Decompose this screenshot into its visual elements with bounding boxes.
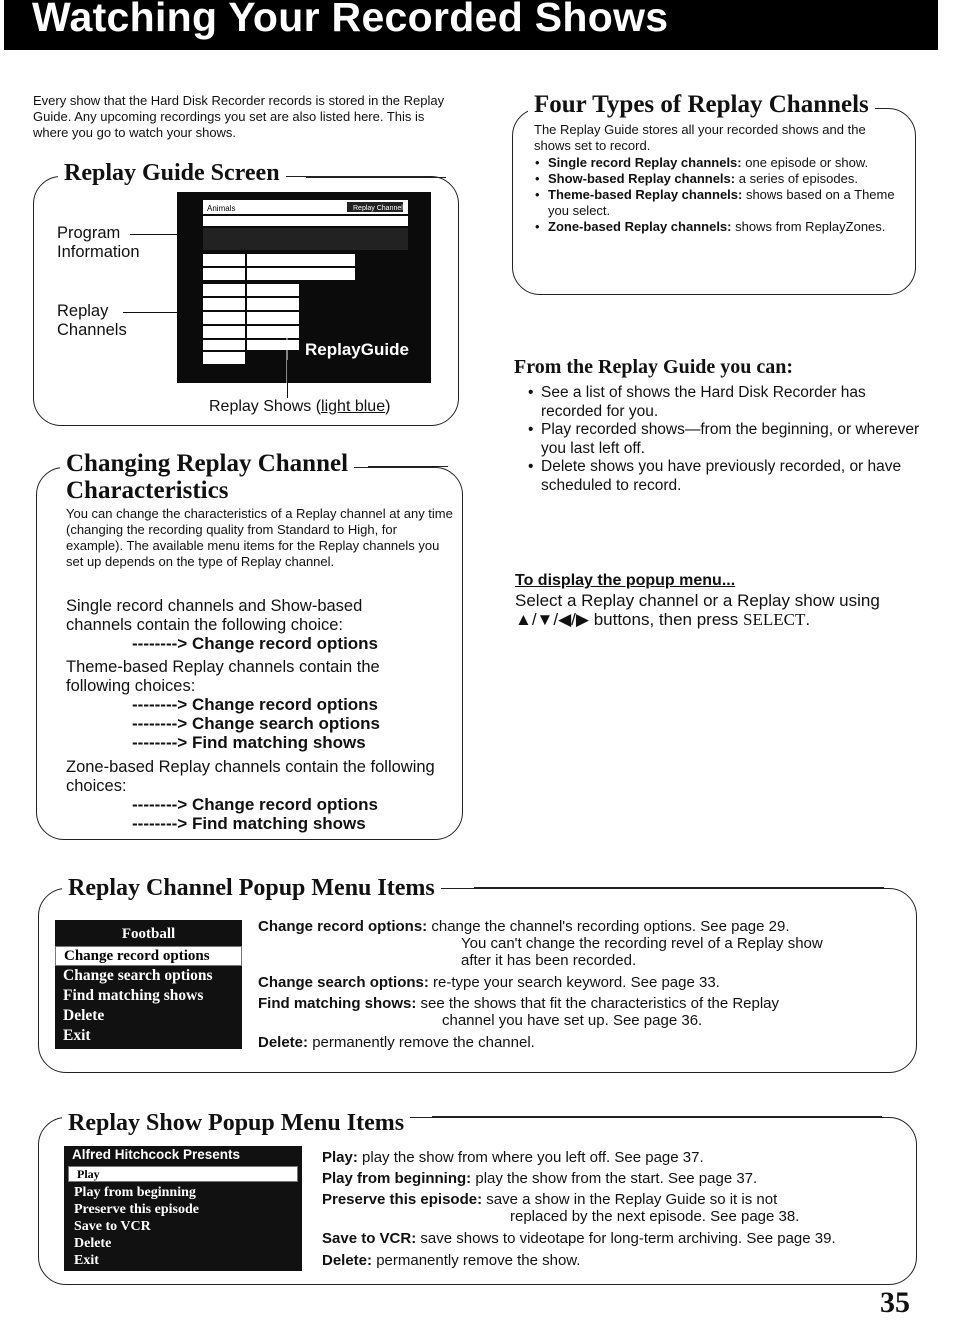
replay-shows-suffix: )	[385, 398, 391, 415]
menu-item-play[interactable]: Play	[68, 1166, 298, 1182]
zone-based-text: Zone-based Replay channels contain the following choices:	[66, 758, 435, 795]
theme-based-text: Theme-based Replay channels contain the following choices:	[66, 658, 380, 695]
channels-pointer-line	[123, 312, 178, 313]
page-title: Watching Your Recorded Shows	[32, 0, 669, 40]
term: Find matching shows:	[258, 995, 417, 1012]
popup-text-suffix: .	[805, 610, 811, 629]
desc-delete	[258, 1034, 898, 1051]
arrow-buttons-icon: ▲/▼/◀/▶	[515, 610, 589, 629]
single-option-1: --------> Change record options	[132, 634, 379, 653]
theme-option-1: --------> Change record options	[132, 695, 379, 714]
show-popup-descriptions	[322, 1149, 914, 1269]
desc-play-from-beginning	[322, 1170, 914, 1187]
line: permanently remove the channel.	[308, 1034, 535, 1051]
menu-item-preserve-episode[interactable]: Preserve this episode	[74, 1202, 199, 1217]
light-blue-text: light blue	[321, 398, 386, 415]
changing-title	[60, 450, 354, 504]
term: Play from beginning:	[322, 1170, 472, 1187]
desc: a series of episodes.	[735, 171, 858, 186]
line: save a show in the Replay Guide so it is not	[482, 1191, 778, 1208]
zone-option-1: --------> Change record options	[132, 795, 379, 814]
menu-item-delete[interactable]: Delete	[63, 1007, 105, 1024]
screen-tab-text: Replay Channel	[353, 205, 403, 212]
replay-guide-screen-graphic	[177, 192, 431, 383]
show-popup-title: Replay Show Popup Menu Items	[62, 1108, 410, 1138]
replay-guide-screenshot	[177, 192, 431, 383]
title-rule	[306, 177, 446, 178]
changing-intro: You can change the characteristics of a Replay channel at any time (changing the recording quality from Standard to High, for example). The available menu items for the Replay channels you set up depends on the type of Replay channel.	[66, 506, 453, 569]
term: Zone-based Replay channels:	[548, 219, 732, 234]
menu-title: Football	[121, 926, 176, 942]
popup-text-mid: buttons, then press	[588, 610, 744, 629]
line: channel you have set up. See page 36.	[442, 1012, 703, 1029]
menu-item-exit[interactable]: Exit	[63, 1027, 91, 1044]
line: play the show from the start. See page 37.	[471, 1170, 758, 1187]
list-item	[548, 171, 910, 187]
line: permanently remove the show.	[372, 1252, 581, 1269]
changing-title-line1: Changing Replay Channel	[66, 450, 349, 477]
title-rule	[432, 1116, 882, 1117]
menu-item-play-from-beginning[interactable]: Play from beginning	[74, 1185, 196, 1200]
intro-text: Every show that the Hard Disk Recorder records is stored in the Replay Guide. Any upcoming recordings you set are also listed here. This is where you go to watch your shows.	[33, 93, 445, 140]
channel-popup-title: Replay Channel Popup Menu Items	[62, 873, 441, 903]
term: Save to VCR:	[322, 1230, 417, 1247]
four-types-title: Four Types of Replay Channels	[528, 90, 875, 120]
shows-pointer-line	[287, 360, 288, 398]
term: Show-based Replay channels:	[548, 171, 736, 186]
menu-title: Alfred Hitchcock Presents	[72, 1147, 241, 1162]
page-number: 35	[880, 1286, 910, 1319]
term: Change record options:	[258, 918, 428, 935]
line: replaced by the next episode. See page 38.	[510, 1208, 800, 1225]
line: change the channel's recording options. See page 29.	[427, 918, 790, 935]
program-information-label: Program Information	[57, 224, 140, 261]
desc-find-matching	[258, 995, 898, 1012]
zone-option-2: --------> Find matching shows	[132, 814, 366, 833]
theme-option-3: --------> Find matching shows	[132, 733, 366, 752]
list-item: • Play recorded shows—from the beginning, or wherever you last left off.	[541, 421, 921, 458]
line: play the show from where you left off. See page 37.	[357, 1149, 704, 1166]
desc-change-search	[258, 974, 898, 991]
replay-guide-screen-title: Replay Guide Screen	[58, 158, 286, 188]
changing-title-line2: Characteristics	[66, 477, 229, 504]
channel-popup-descriptions	[258, 918, 898, 1051]
list-item: • See a list of shows the Hard Disk Recorder has recorded for you.	[541, 384, 921, 421]
screen-logo-text: ReplayGuide	[305, 340, 409, 359]
menu-item-change-search-options[interactable]: Change search options	[63, 967, 213, 984]
from-guide-title: From the Replay Guide you can:	[514, 356, 794, 378]
list-item	[548, 219, 910, 235]
term: Single record Replay channels:	[548, 155, 742, 170]
term: Play:	[322, 1149, 358, 1166]
page-header	[4, 0, 938, 50]
desc: shows from ReplayZones.	[731, 219, 886, 234]
menu-item-save-to-vcr[interactable]: Save to VCR	[74, 1219, 151, 1234]
line: see the shows that fit the characteristics of the Replay	[416, 995, 780, 1012]
line: re-type your search keyword. See page 33.	[428, 974, 720, 991]
line: after it has been recorded.	[461, 952, 637, 969]
menu-item-change-record-options[interactable]: Change record options	[55, 946, 242, 966]
show-popup-menu	[64, 1146, 302, 1271]
desc-play	[322, 1149, 914, 1166]
select-button-label: SELECT	[743, 610, 806, 629]
line: You can't change the recording revel of a Replay show	[461, 935, 823, 952]
desc: shows based on a Theme you select.	[548, 187, 895, 218]
popup-display-text	[515, 591, 905, 629]
desc-save-to-vcr	[322, 1230, 914, 1247]
replay-shows-label	[209, 397, 390, 416]
term: Theme-based Replay channels:	[548, 187, 743, 202]
term: Delete:	[322, 1252, 373, 1269]
title-rule	[368, 466, 448, 467]
list-item	[548, 155, 910, 171]
desc-delete	[322, 1252, 914, 1269]
desc: one episode or show.	[741, 155, 869, 170]
program-pointer-line	[130, 234, 178, 235]
list-item	[548, 187, 910, 219]
replay-shows-prefix: Replay Shows (	[209, 398, 322, 415]
term: Change search options:	[258, 974, 429, 991]
channel-popup-menu	[55, 920, 242, 1049]
screen-header-text: Animals	[207, 204, 236, 213]
menu-item-exit[interactable]: Exit	[74, 1253, 99, 1268]
list-item: • Delete shows you have previously recorded, or have scheduled to record.	[541, 458, 921, 495]
four-types-list	[534, 155, 910, 235]
popup-text-prefix: Select a Replay channel or a Replay show using	[515, 591, 880, 610]
term: Preserve this episode:	[322, 1191, 483, 1208]
from-guide-list	[527, 384, 921, 495]
menu-item-find-matching-shows[interactable]: Find matching shows	[63, 987, 204, 1004]
line: save shows to videotape for long-term archiving. See page 39.	[416, 1230, 836, 1247]
title-rule	[474, 887, 884, 888]
term: Delete:	[258, 1034, 309, 1051]
single-record-text: Single record channels and Show-based channels contain the following choice:	[66, 597, 363, 634]
desc-preserve	[322, 1191, 914, 1208]
replay-channels-label: Replay Channels	[57, 302, 127, 339]
desc-change-record	[258, 918, 898, 935]
menu-item-delete[interactable]: Delete	[74, 1236, 112, 1251]
popup-display-title: To display the popup menu...	[515, 572, 736, 589]
theme-option-2: --------> Change search options	[132, 714, 380, 733]
four-types-intro: The Replay Guide stores all your recorded shows and the shows set to record.	[534, 122, 866, 153]
